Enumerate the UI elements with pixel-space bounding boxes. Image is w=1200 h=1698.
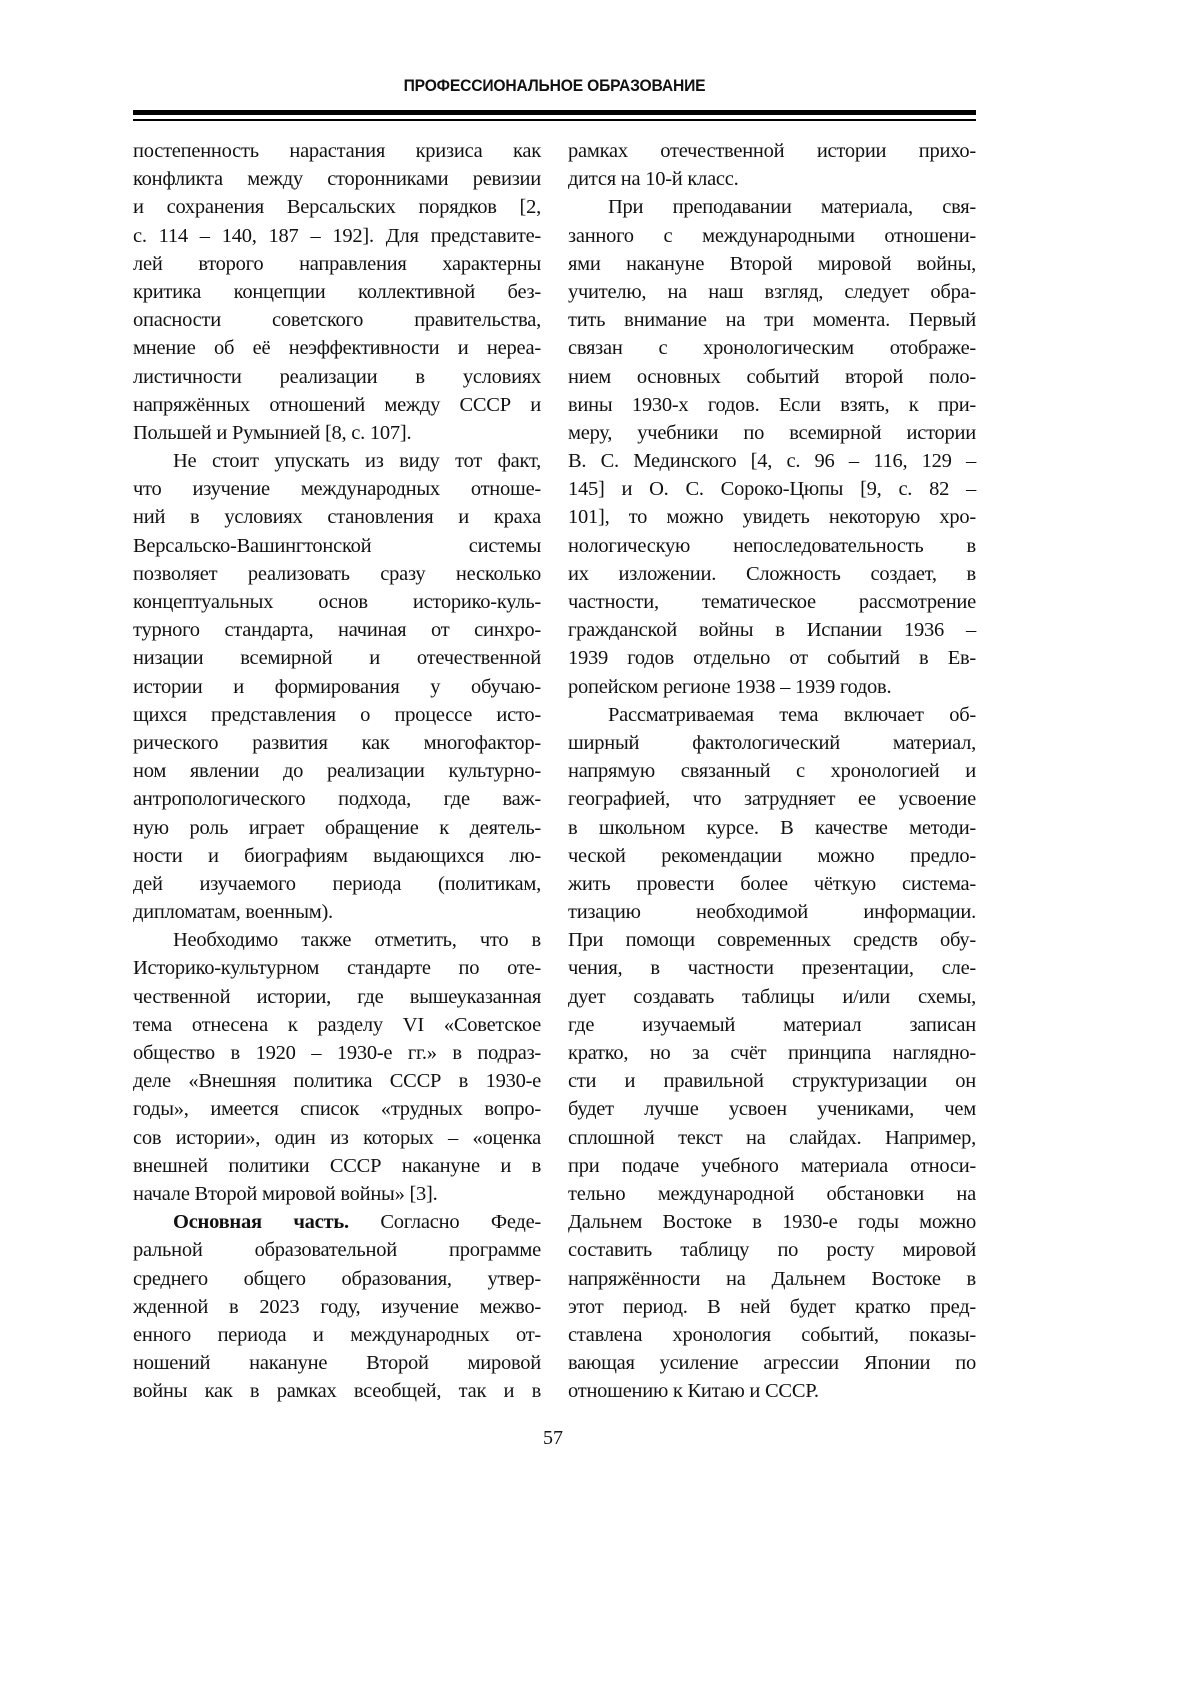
text-line: При помощи современных средств обу- <box>568 926 976 954</box>
text-line: рамках отечественной истории прихо- <box>568 137 976 165</box>
text-line: В. С. Мединского [4, с. 96 – 116, 129 – <box>568 447 976 475</box>
text-line: напрямую связанный с хронологией и <box>568 757 976 785</box>
text-line: среднего общего образования, утвер- <box>133 1265 541 1293</box>
text-line: турного стандарта, начиная от синхро- <box>133 616 541 644</box>
text-line: годы», имеется список «трудных вопро- <box>133 1095 541 1123</box>
text-line: критика концепции коллективной без- <box>133 278 541 306</box>
text-line: напряжённости на Дальнем Востоке в <box>568 1265 976 1293</box>
text-line: вины 1930-х годов. Если взять, к при- <box>568 391 976 419</box>
text-line: ставлена хронология событий, показы- <box>568 1321 976 1349</box>
running-header: ПРОФЕССИОНАЛЬНОЕ ОБРАЗОВАНИЕ <box>167 76 943 96</box>
text-line: чения, в частности презентации, сле- <box>568 954 976 982</box>
text-line: Польшей и Румынией [8, с. 107]. <box>133 419 541 447</box>
text-line: и сохранения Версальских порядков [2, <box>133 193 541 221</box>
text-line: ческой рекомендации можно предло- <box>568 842 976 870</box>
text-line: ном явлении до реализации культурно- <box>133 757 541 785</box>
text-line: ширный фактологический материал, <box>568 729 976 757</box>
text-line: Не стоит упускать из виду тот факт, <box>133 447 541 475</box>
text-line: нологическую непоследовательность в <box>568 532 976 560</box>
paragraph <box>133 926 541 1208</box>
text-line: деле «Внешняя политика СССР в 1930-е <box>133 1067 541 1095</box>
text-line: тема отнесена к разделу VI «Советское <box>133 1011 541 1039</box>
text-line: нием основных событий второй поло- <box>568 363 976 391</box>
header-rule-thin <box>133 119 976 121</box>
text-line: ношений накануне Второй мировой <box>133 1349 541 1377</box>
text-line: тельно международной обстановки на <box>568 1180 976 1208</box>
text-line: войны как в рамках всеобщей, так и в <box>133 1377 541 1405</box>
text-line: что изучение международных отноше- <box>133 475 541 503</box>
text-line: географией, что затрудняет ее усвоение <box>568 785 976 813</box>
text-line: опасности советского правительства, <box>133 306 541 334</box>
text-line: Версальско-Вашингтонской системы <box>133 532 541 560</box>
text-line: внешней политики СССР накануне и в <box>133 1152 541 1180</box>
text-line: ную роль играет обращение к деятель- <box>133 814 541 842</box>
text-line: этот период. В ней будет кратко пред- <box>568 1293 976 1321</box>
text-column-left <box>133 137 541 1405</box>
text-line: учителю, на наш взгляд, следует обра- <box>568 278 976 306</box>
paragraph <box>133 137 541 447</box>
text-line: связан с хронологическим отображе- <box>568 334 976 362</box>
text-line: ропейском регионе 1938 – 1939 годов. <box>568 673 976 701</box>
text-line: Рассматриваемая тема включает об- <box>568 701 976 729</box>
text-line: лей второго направления характерны <box>133 250 541 278</box>
text-line: вающая усиление агрессии Японии по <box>568 1349 976 1377</box>
text-line: их изложении. Сложность создает, в <box>568 560 976 588</box>
text-line: гражданской войны в Испании 1936 – <box>568 616 976 644</box>
text-line-rest: Согласно Феде- <box>349 1211 541 1233</box>
text-line: рического развития как многофактор- <box>133 729 541 757</box>
paragraph <box>133 447 541 926</box>
text-line: частности, тематическое рассмотрение <box>568 588 976 616</box>
text-line: Историко-культурном стандарте по оте- <box>133 954 541 982</box>
text-line: 145] и О. С. Сороко-Цюпы [9, с. 82 – <box>568 475 976 503</box>
text-line: сплошной текст на слайдах. Например, <box>568 1124 976 1152</box>
text-line: низации всемирной и отечественной <box>133 644 541 672</box>
text-line: меру, учебники по всемирной истории <box>568 419 976 447</box>
text-line: сов истории», один из которых – «оценка <box>133 1124 541 1152</box>
text-line: при подаче учебного материала относи- <box>568 1152 976 1180</box>
paragraph <box>568 137 976 193</box>
text-line: жденной в 2023 году, изучение межво- <box>133 1293 541 1321</box>
paragraph <box>568 701 976 1406</box>
text-line: с. 114 – 140, 187 – 192]. Для представите- <box>133 222 541 250</box>
text-line: ний в условиях становления и краха <box>133 503 541 531</box>
text-line: концептуальных основ историко-куль- <box>133 588 541 616</box>
text-line: в школьном курсе. В качестве методи- <box>568 814 976 842</box>
text-line: антропологического подхода, где важ- <box>133 785 541 813</box>
text-line: отношению к Китаю и СССР. <box>568 1377 976 1405</box>
text-line: занного с международными отношени- <box>568 222 976 250</box>
text-line: ями накануне Второй мировой войны, <box>568 250 976 278</box>
text-column-right <box>568 137 976 1405</box>
text-line: истории и формирования у обучаю- <box>133 673 541 701</box>
text-line: ральной образовательной программе <box>133 1236 541 1264</box>
text-line: дится на 10-й класс. <box>568 165 976 193</box>
text-line: дипломатам, военным). <box>133 898 541 926</box>
text-line: составить таблицу по росту мировой <box>568 1236 976 1264</box>
page-number: 57 <box>0 1427 1106 1450</box>
text-line: будет лучше усвоен учениками, чем <box>568 1095 976 1123</box>
text-line <box>133 1208 541 1236</box>
text-line: чественной истории, где вышеуказанная <box>133 983 541 1011</box>
text-line: тить внимание на три момента. Первый <box>568 306 976 334</box>
text-line: кратко, но за счёт принципа наглядно- <box>568 1039 976 1067</box>
text-line: дей изучаемого периода (политикам, <box>133 870 541 898</box>
paragraph <box>568 193 976 700</box>
text-line: щихся представления о процессе исто- <box>133 701 541 729</box>
paragraph <box>133 1208 541 1405</box>
text-line: конфликта между сторонниками ревизии <box>133 165 541 193</box>
text-line: жить провести более чёткую система- <box>568 870 976 898</box>
text-line: 1939 годов отдельно от событий в Ев- <box>568 644 976 672</box>
text-line: Необходимо также отметить, что в <box>133 926 541 954</box>
text-line: 101], то можно увидеть некоторую хро- <box>568 503 976 531</box>
text-line: листичности реализации в условиях <box>133 363 541 391</box>
text-line: Дальнем Востоке в 1930-е годы можно <box>568 1208 976 1236</box>
text-line: тизацию необходимой информации. <box>568 898 976 926</box>
text-line: общество в 1920 – 1930-е гг.» в подраз- <box>133 1039 541 1067</box>
text-line: начале Второй мировой войны» [3]. <box>133 1180 541 1208</box>
text-line: мнение об её неэффективности и нереа- <box>133 334 541 362</box>
header-rule-thick <box>133 110 976 115</box>
text-line: напряжённых отношений между СССР и <box>133 391 541 419</box>
text-line: ности и биографиям выдающихся лю- <box>133 842 541 870</box>
text-line: постепенность нарастания кризиса как <box>133 137 541 165</box>
section-lead-heading: Основная часть. <box>173 1211 349 1233</box>
text-line: сти и правильной структуризации он <box>568 1067 976 1095</box>
text-line: позволяет реализовать сразу несколько <box>133 560 541 588</box>
text-line: где изучаемый материал записан <box>568 1011 976 1039</box>
text-line: енного периода и международных от- <box>133 1321 541 1349</box>
text-line: дует создавать таблицы и/или схемы, <box>568 983 976 1011</box>
text-line: При преподавании материала, свя- <box>568 193 976 221</box>
